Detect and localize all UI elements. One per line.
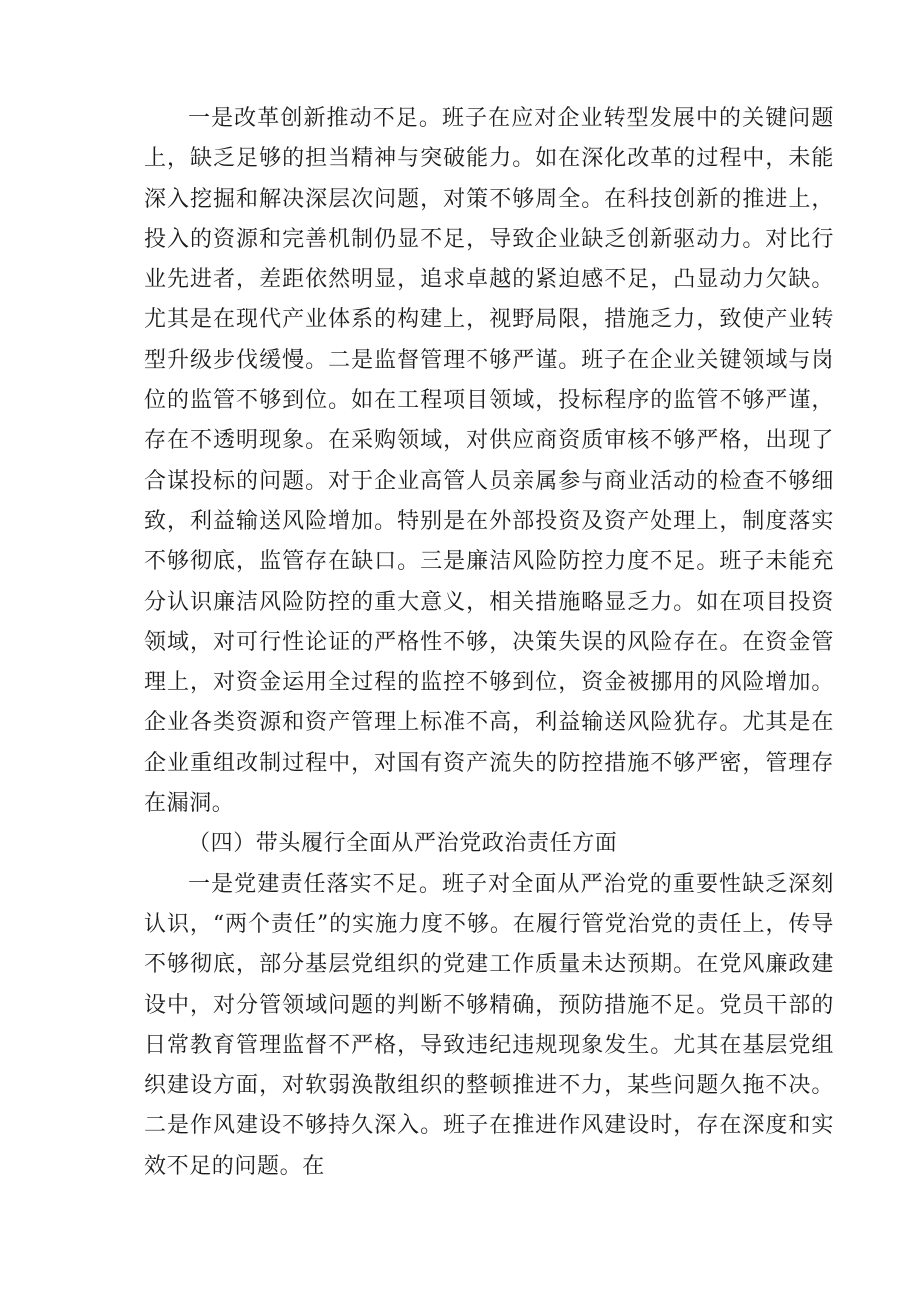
document-body [144, 99, 834, 1187]
paragraph-party-building: 一是党建责任落实不足。班子对全面从严治党的重要性缺乏深刻认识，“两个责任”的实施力度不够。在履行管党治党的责任上，传导不够彻底，部分基层党组织的党建工作质量未达预期。在党风廉政建设中，对分管领域问题的判断不够精确，预防措施不足。党员干部的日常教育管理监督不严格，导致违纪违规现象发生。尤其在基层党组织建设方面，对软弱涣散组织的整顿推进不力，某些问题久拖不决。二是作风建设不够持久深入。班子在推进作风建设时，存在深度和实效不足的问题。在 [144, 871, 834, 1179]
paragraph-reform-supervision-integrity: 一是改革创新推动不足。班子在应对企业转型发展中的关键问题上，缺乏足够的担当精神与突破能力。如在深化改革的过程中，未能深入挖掘和解决深层次问题，对策不够周全。在科技创新的推进上，投入的资源和完善机制仍显不足，导致企业缺乏创新驱动力。对比行业先进者，差距依然明显，追求卓越的紧迫感不足，凸显动力欠缺。尤其是在现代产业体系的构建上，视野局限，措施乏力，致使产业转型升级步伐缓慢。二是监督管理不够严谨。班子在企业关键领域与岗位的监管不够到位。如在工程项目领域，投标程序的监管不够严谨，存在不透明现象。在采购领域，对供应商资质审核不够严格，出现了合谋投标的问题。对于企业高管人员亲属参与商业活动的检查不够细致，利益输送风险增加。特别是在外部投资及资产处理上，制度落实不够彻底，监管存在缺口。三是廉洁风险防控力度不足。班子未能充分认识廉洁风险防控的重大意义，相关措施略显乏力。如在项目投资领域，对可行性论证的严格性不够，决策失误的风险存在。在资金管理上，对资金运用全过程的监控不够到位，资金被挪用的风险增加。企业各类资源和资产管理上标准不高，利益输送风险犹存。尤其是在企业重组改制过程中，对国有资产流失的防控措施不够严密，管理存在漏洞。 [144, 106, 834, 817]
section-heading: （四）带头履行全面从严治党政治责任方面 [188, 831, 618, 857]
